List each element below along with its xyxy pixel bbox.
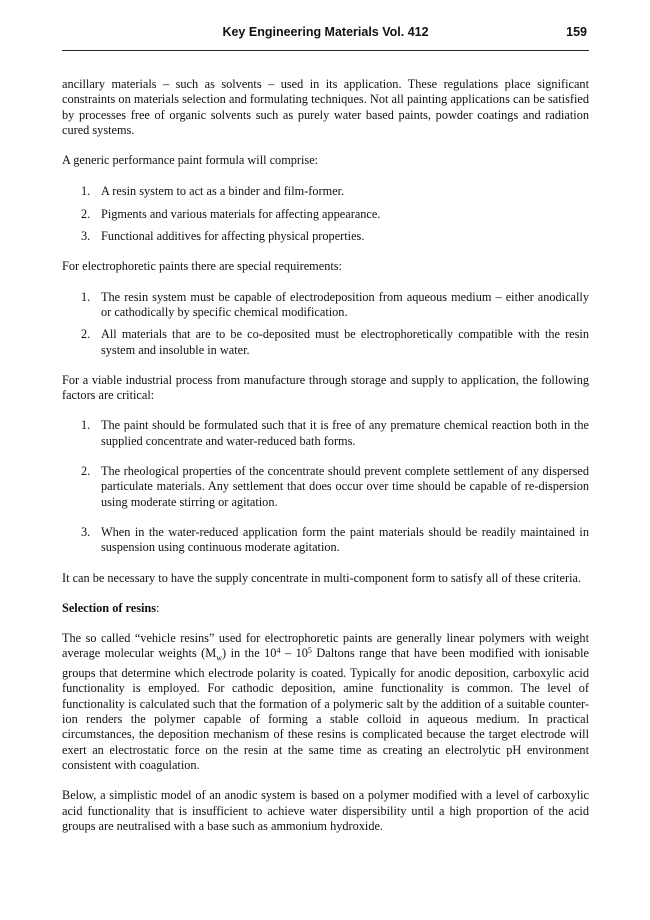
list-number: 3. xyxy=(81,229,91,244)
section-heading-colon: : xyxy=(156,600,160,615)
superscript: 4 xyxy=(276,646,281,656)
running-header xyxy=(62,22,589,51)
paragraph-critical-factors: For a viable industrial process from manufacture through storage and supply to application, the following factors are critical: xyxy=(62,372,589,403)
page-body xyxy=(62,77,589,834)
list-number: 1. xyxy=(81,418,91,433)
list-item xyxy=(62,290,589,321)
list-text: The rheological properties of the concentrate should prevent complete settlement of any dispersed particulate materials. Any settlement that does occur over time should be capable of re-dispersion using moderate stirring or agitation. xyxy=(101,464,589,509)
list-text: Functional additives for affecting physical properties. xyxy=(101,229,365,244)
text-run: Daltons range that have been modified with ionisable groups that determine which electrode polarity is coated. Typically for anodic deposition, carboxylic acid functionality is employed. For cathodic deposition, amine functionality is common. The level of functionality is calculated such that the formation of a polymeric salt by the addition of a suitable counter-ion renders the polymer capable of forming a stable colloid in aqueous medium. In practical circumstances, the deposition mechanism of these resins is complicated because the target electrode will exert an electrostatic force on the resin at the same time as creating an electrolytic pH environment consistent with coagulation. xyxy=(62,646,589,772)
section-heading xyxy=(62,601,589,616)
critical-factors-list xyxy=(62,418,589,555)
list-text: When in the water-reduced application form the paint materials should be readily maintained in suspension using continuous moderate agitation. xyxy=(101,524,589,555)
list-item xyxy=(62,229,589,244)
list-item xyxy=(62,207,589,222)
paragraph-regulations: ancillary materials – such as solvents – used in its application. These regulations place significant constraints on materials selection and formulating techniques. Not all painting applications can be satisfied by processes free of organic solvents such as purely water based paints, powder coatings and radiation cured systems. xyxy=(62,77,589,137)
list-text: The paint should be formulated such that it is free of any premature chemical reaction both in the supplied concentrate and water-reduced bath forms. xyxy=(101,418,589,448)
section-heading-text: Selection of resins xyxy=(62,600,157,615)
superscript: 5 xyxy=(307,646,312,656)
list-number: 2. xyxy=(81,327,91,342)
text-run: – 10 xyxy=(280,646,308,661)
list-number: 1. xyxy=(81,289,91,304)
journal-title: Key Engineering Materials Vol. 412 xyxy=(222,25,429,39)
list-item xyxy=(62,327,589,358)
list-number: 2. xyxy=(81,464,91,479)
page-number: 159 xyxy=(566,25,587,39)
list-text: Pigments and various materials for affecting appearance. xyxy=(101,206,381,221)
list-number: 3. xyxy=(81,524,91,539)
subscript: w xyxy=(216,653,222,663)
list-item xyxy=(62,418,589,449)
paragraph-multi-component: It can be necessary to have the supply concentrate in multi-component form to satisfy all of these criteria. xyxy=(62,570,582,585)
paragraph-anodic-model: Below, a simplistic model of an anodic system is based on a polymer modified with a level of carboxylic acid functionality that is insufficient to achieve water dispersibility until a high proportion of the acid groups are neutralised with a base such as ammonium hydroxide. xyxy=(62,788,589,833)
paragraph-generic-formula: A generic performance paint formula will comprise: xyxy=(62,153,319,168)
list-item xyxy=(62,184,589,199)
list-text: All materials that are to be co-deposited must be electrophoretically compatible with the resin system and insoluble in water. xyxy=(101,327,589,357)
list-text: A resin system to act as a binder and film-former. xyxy=(101,184,345,199)
list-text: The resin system must be capable of electrodeposition from aqueous medium – either anodically or cathodically by specific chemical modification. xyxy=(101,289,589,319)
list-number: 1. xyxy=(81,184,91,199)
text-run: The so called “vehicle resins” used for electrophoretic paints are generally linear polymers with weight average molecular weights (M xyxy=(62,631,589,661)
paragraph-vehicle-resins xyxy=(62,631,589,773)
list-number: 2. xyxy=(81,206,91,221)
list-item xyxy=(62,464,589,510)
text-run: ) in the 10 xyxy=(221,646,277,661)
list-item xyxy=(62,525,589,556)
formula-components-list xyxy=(62,184,589,244)
special-requirements-list xyxy=(62,290,589,358)
paragraph-special-requirements: For electrophoretic paints there are special requirements: xyxy=(62,259,342,274)
